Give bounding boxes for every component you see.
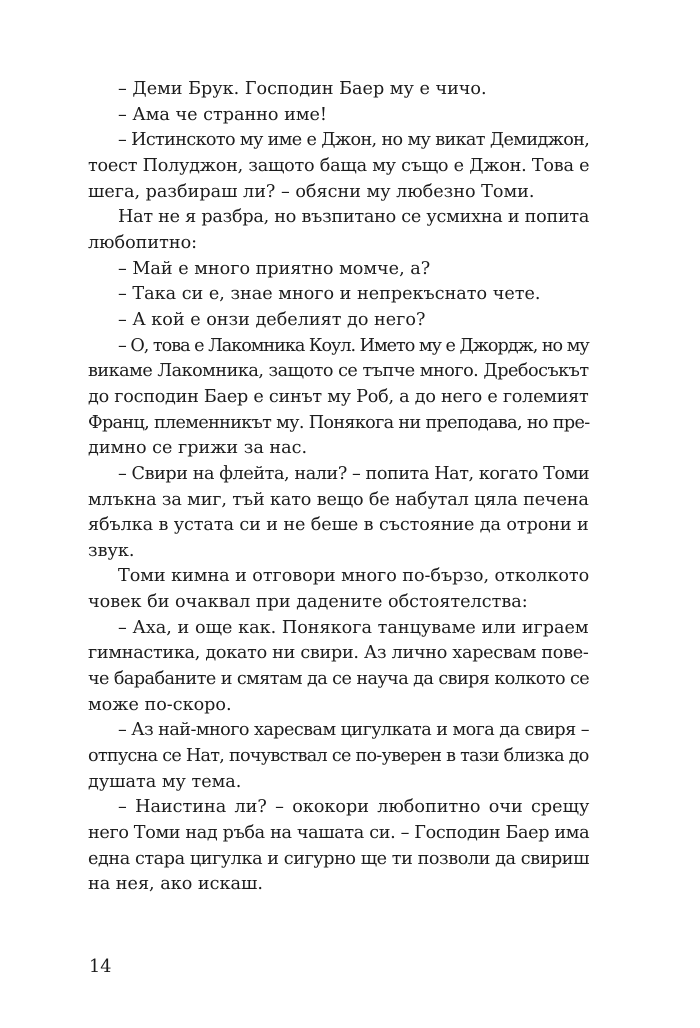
text-line: Нат не я разбра, но възпитано се усмихна и попита [118, 207, 590, 228]
body-text [88, 77, 619, 898]
paragraph [88, 77, 619, 103]
text-line: може по-скоро. [88, 694, 232, 715]
text-line: викаме Лакомника, защото се тъпче много. Дребосъкът [88, 361, 589, 382]
paragraph [88, 205, 619, 256]
paragraph [88, 128, 619, 205]
text-line: душата му тема. [88, 771, 242, 792]
text-line: на нея, ако искаш. [88, 874, 263, 895]
text-line: човек би очаквал при дадените обстоятелства: [88, 592, 528, 613]
text-line: – Свири на флейта, нали? – попита Нат, когато Томи [118, 463, 590, 484]
text-line: гимнастика, докато ни свири. Аз лично харесвам пове- [88, 643, 589, 664]
text-line: ябълка в устата си и не беше в състояние да отрони и [88, 515, 589, 536]
text-line: до господин Баер е синът му Роб, а до него е големият [88, 386, 589, 407]
text-line: – А кой е онзи дебелият до него? [118, 309, 426, 330]
paragraph [88, 795, 619, 898]
paragraph [88, 257, 619, 283]
text-line: звук. [88, 540, 135, 561]
text-line: тоест Полуджон, защото баща му също е Джон. Това е [88, 155, 590, 176]
text-line: димно се грижи за нас. [88, 438, 308, 459]
text-line: шега, разбираш ли? – обясни му любезно Томи. [88, 181, 535, 202]
paragraph [88, 103, 619, 129]
text-line: Франц, племенникът му. Понякога ни преподава, но пре- [88, 412, 590, 433]
text-line: – Наистина ли? – ококори любопитно очи срещу [118, 797, 590, 818]
paragraph [88, 564, 619, 615]
paragraph [88, 282, 619, 308]
text-line: – Деми Брук. Господин Баер му е чичо. [118, 79, 487, 99]
text-line: – Така си е, знае много и непрекъснато чете. [118, 284, 541, 305]
text-line: – Май е много приятно момче, а? [118, 258, 431, 279]
paragraph [88, 616, 619, 719]
paragraph [88, 334, 619, 462]
paragraph [88, 718, 619, 795]
text-line: че барабаните и смятам да се науча да свиря колкото се [88, 669, 590, 690]
text-line: – Ама че странно име! [118, 104, 327, 125]
text-line: любопитно: [88, 232, 198, 253]
paragraph [88, 308, 619, 334]
text-line: отпусна се Нат, почувствал се по-уверен в тази близка до [88, 746, 589, 767]
text-line: една стара цигулка и сигурно ще ти позволи да свириш [88, 848, 590, 869]
text-line: Томи кимна и отговори много по-бързо, отколкото [118, 566, 590, 587]
text-line: – Аз най-много харесвам цигулката и мога да свиря – [118, 720, 589, 741]
text-line: – Истинското му име е Джон, но му викат Демиджон, [118, 130, 590, 151]
text-line: него Томи над ръба на чашата си. – Господин Баер има [88, 823, 590, 844]
text-line: – Аха, и още как. Понякога танцуваме или играем [118, 617, 589, 638]
paragraph [88, 462, 619, 565]
text-line: млъкна за миг, тъй като вещо бе набутал цяла печена [88, 489, 589, 510]
page-number: 14 [89, 957, 112, 977]
text-line: – О, това е Лакомника Коул. Името му е Джордж, но му [118, 335, 589, 356]
